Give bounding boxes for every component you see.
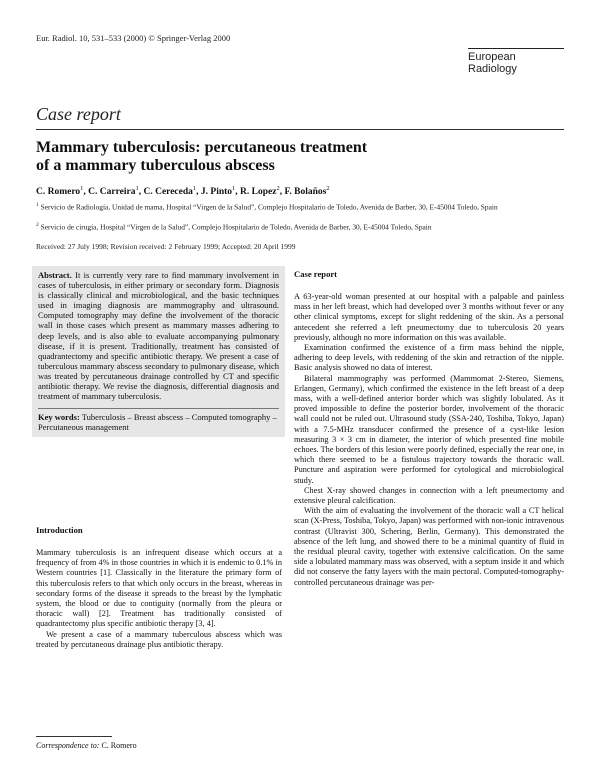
article-type-heading: Case report bbox=[36, 104, 121, 124]
affiliation-number: 2 bbox=[36, 222, 39, 228]
abstract bbox=[38, 270, 279, 401]
keywords-label: Key words: bbox=[38, 412, 80, 423]
affiliation-number: 1 bbox=[36, 202, 39, 208]
correspondence-label: Correspondence to: bbox=[36, 741, 100, 750]
paragraph: A 63-year-old woman presented at our hospital with a palpable and painless mass in her left breast, which had developed over 3 months without fever or any other clinical symptoms, except for slight reddening of the skin. As a personal antecedent she referred a left pneumectomy due to tuberculosis 20 years previously, although no more information on this was available. bbox=[294, 292, 564, 342]
author-name: C. Romero bbox=[36, 187, 81, 198]
paragraph: Bilateral mammography was performed (Mammomat 2-Stereo, Siemens, Erlangen, Germany), which confirmed the existence in the left breast of a deep mass, with a well-defined anterior border which was slightly lobulated. As it proved impossible to define the posterior border, involvement of the thoracic wall could not be ruled out. Ultrasound study (SSA-240, Toshiba, Tokyo, Japan) with a 7.5-MHz transducer confirmed the presence of a cyst-like lesion measuring 3 × 3 cm in diameter, the interior of which presented fine mobile echoes. The borders of this lesion were poorly defined, especially the rear one, in which there seemed to be a fistulous trajectory towards the thoracic wall. Puncture and aspiration were performed for cytological and microbiological study. bbox=[294, 373, 564, 485]
author-separator: , bbox=[279, 187, 285, 198]
affiliation-text: Servicio de cirugía, Hospital “Virgen de la Salud”, Complejo Hospitalario de Toledo, Avenida de Barber, 30, E-45004 Toledo, Spain bbox=[40, 222, 432, 232]
author-name: R. Lopez bbox=[240, 187, 277, 198]
correspondence-name: C. Romero bbox=[101, 741, 137, 750]
keywords-text: Tuberculosis – Breast abscess – Computed tomography – Percutaneous management bbox=[38, 412, 277, 433]
article-title-line2: of a mammary tuberculous abscess bbox=[36, 157, 275, 174]
paragraph: Examination confirmed the existence of a firm mass behind the nipple, adhering to deep levels, with reddening of the skin and retraction of the nipple. Basic analysis showed no data of interest. bbox=[294, 343, 564, 373]
affiliation bbox=[36, 221, 564, 232]
abstract-box bbox=[32, 266, 285, 437]
affiliation bbox=[36, 201, 564, 212]
author-affiliation-mark: 2 bbox=[326, 185, 330, 192]
case-report-body bbox=[294, 292, 564, 588]
author-list bbox=[36, 185, 330, 197]
case-report-heading: Case report bbox=[294, 269, 338, 279]
abstract-label: Abstract. bbox=[38, 270, 72, 280]
author-name: F. Bolaños bbox=[284, 187, 327, 198]
author-affiliation-mark: 1 bbox=[232, 185, 236, 192]
author-affiliation-mark: 1 bbox=[192, 185, 197, 192]
journal-name bbox=[468, 48, 564, 75]
article-title bbox=[36, 139, 564, 175]
introduction-body bbox=[36, 548, 282, 650]
author-separator: , bbox=[83, 187, 89, 198]
paragraph: Chest X-ray showed changes in connection with a left pneumectomy and extensive pleural calcification. bbox=[294, 485, 564, 506]
correspondence-note bbox=[36, 741, 137, 750]
article-title-line1: Mammary tuberculosis: percutaneous treatment bbox=[36, 139, 368, 156]
footnote-divider bbox=[36, 736, 112, 737]
author-separator: , bbox=[138, 187, 144, 198]
paragraph: Mammary tuberculosis is an infrequent disease which occurs at a frequency of from 4% in those countries in which it is endemic to 0.1% in Western countries [1]. Classically in the literature the primary form of this tuberculosis refers to that which only occurs in the breast, whereas in secondary forms of the disease it spreads to the breast by the lymphatic system, the blood or due to contiguity (normally from the pleura or thoracic wall) [2]. Treatment has traditionally consisted of quadrantectomy plus specific antibiotic therapy [3, 4]. bbox=[36, 548, 282, 629]
author-name: C. Carreira bbox=[88, 187, 136, 198]
author-affiliation-mark: 1 bbox=[135, 185, 139, 192]
introduction-heading: Introduction bbox=[36, 525, 83, 535]
author-name: J. Pinto bbox=[200, 187, 233, 198]
journal-citation: Eur. Radiol. 10, 531–533 (2000) © Springer-Verlag 2000 bbox=[36, 33, 231, 43]
journal-name-line2: Radiology bbox=[468, 62, 517, 75]
journal-name-line1: European bbox=[468, 51, 516, 63]
paragraph: We present a case of a mammary tuberculous abscess which was treated by percutaneous drainage plus antibiotic therapy. bbox=[36, 629, 282, 649]
received-dates: Received: 27 July 1998; Revision received: 2 February 1999; Accepted: 20 April 1999 bbox=[36, 242, 296, 251]
author-separator: , bbox=[235, 187, 241, 198]
author-separator: , bbox=[196, 187, 201, 198]
author-affiliation-mark: 1 bbox=[80, 185, 84, 192]
abstract-text: It is currently very rare to find mammary involvement in cases of tuberculosis, in either primary or secondary form. Diagnosis is classically clinical and microbiological, and the basic techniques used in imaging diagnosis are mammography and ultrasound. Computed tomography may define the involvement of the thoracic wall in those cases which present as mammary masses adhering to deep levels, and is also able to evaluate accompanying pulmonary disease, if it is present. Traditionally, treatment has consisted of quadrantectomy and specific antibiotic therapy. We present a case of tuberculous mammary abscess secondary to pulmonary disease, which was treated by percutaneous drainage controlled by CT and specific antibiotic therapy. We revise the diagnosis, differential diagnosis and treatment of mammary tuberculosis. bbox=[38, 270, 280, 402]
affiliation-text: Servicio de Radiología, Unidad de mama, Hospital “Virgen de la Salud”, Complejo Hospitalario de Toledo, Avenida de Barber, 30, E-45004 Toledo, Spain bbox=[40, 202, 498, 212]
author-name: C. Cereceda bbox=[143, 187, 193, 198]
keywords bbox=[38, 408, 279, 432]
author-affiliation-mark: 2 bbox=[276, 185, 280, 192]
header-divider bbox=[36, 129, 564, 130]
paragraph: With the aim of evaluating the involvement of the thoracic wall a CT helical scan (X-Press, Toshiba, Tokyo, Japan) was performed with non-ionic intravenous contrast (Ultravist 300, Schering, Berlin, Germany). This demonstrated the absence of the left lung, and showed there to be a minimal quantity of fluid in the residual pleural cavity, together with extensive calcification. On the same side a lobulated mammary mass was observed, with a septum inside it and which did not conserve the fatty layers with the main pectoral. Computed-tomography-controlled percutaneous drainage was per- bbox=[294, 506, 564, 587]
